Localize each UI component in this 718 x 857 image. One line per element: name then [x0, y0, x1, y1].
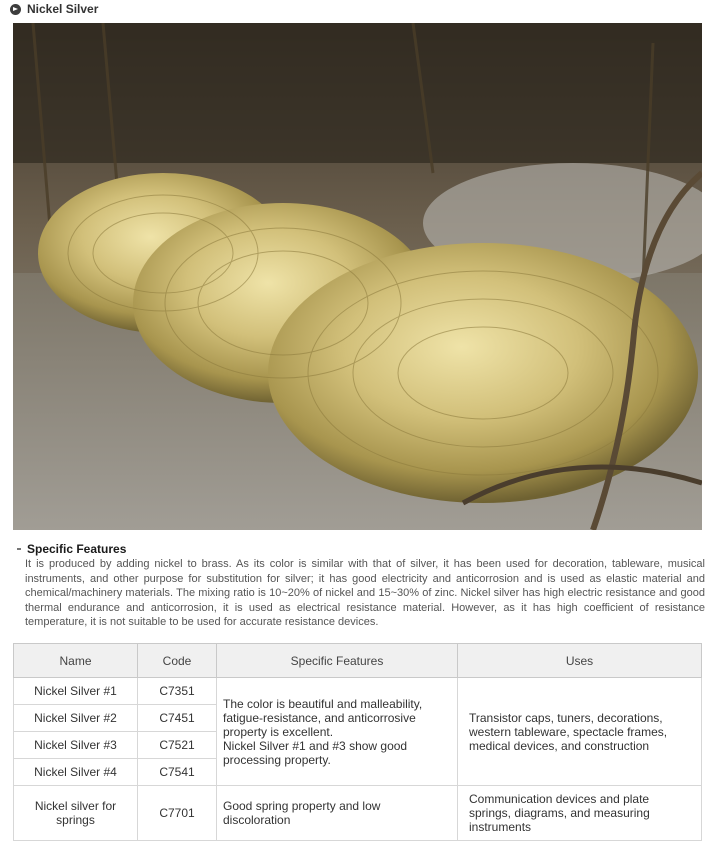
- cell-group-uses: Transistor caps, tuners, decorations, western tableware, spectacle frames, medical devices, and construction: [458, 678, 702, 786]
- cell-name: Nickel Silver #2: [14, 705, 138, 732]
- header-code: Code: [138, 644, 217, 678]
- header-features: Specific Features: [217, 644, 458, 678]
- specific-features-section: [15, 542, 705, 630]
- cell-springs-uses: Communication devices and plate springs, diagrams, and measuring instruments: [458, 786, 702, 841]
- features-description: It is produced by adding nickel to brass. As its color is similar with that of silver, it has been used for decoration, tableware, musical instruments, and other purpose for substitution for silver; it has good electricity and anticorrosion and is used as elastic material and chemical/machinery materials. The mixing ratio is 10~20% of nickel and 15~30% of zinc. Nickel silver has high electric resistance and good thermal endurance and anticorrosion, it is used as electrical resistance material. However, as it has high coefficient of resistance temperature, it is not suitable to be used for accurate resistance devices.: [25, 558, 705, 628]
- cell-name: Nickel Silver #3: [14, 732, 138, 759]
- page-title: Nickel Silver: [27, 2, 99, 16]
- wire-coils-illustration: [13, 23, 702, 530]
- cell-name: Nickel silver for springs: [14, 786, 138, 841]
- product-photo: [13, 23, 702, 530]
- cell-code: C7451: [138, 705, 217, 732]
- features-heading-row: [15, 542, 705, 556]
- table-row: [14, 678, 702, 705]
- cell-springs-features: Good spring property and low discoloration: [217, 786, 458, 841]
- cell-code: C7701: [138, 786, 217, 841]
- group-features-text-2: Nickel Silver #1 and #3 show good processing property.: [223, 738, 408, 767]
- page-header: [10, 0, 98, 18]
- dash-bullet-icon: [17, 548, 21, 550]
- cell-code: C7541: [138, 759, 217, 786]
- header-name: Name: [14, 644, 138, 678]
- table-header-row: [14, 644, 702, 678]
- cell-group-features: [217, 678, 458, 786]
- arrow-circle-icon: [10, 4, 21, 15]
- table-row: [14, 786, 702, 841]
- cell-name: Nickel Silver #4: [14, 759, 138, 786]
- cell-name: Nickel Silver #1: [14, 678, 138, 705]
- header-uses: Uses: [458, 644, 702, 678]
- cell-code: C7351: [138, 678, 217, 705]
- group-features-text: The color is beautiful and malleability, fatigue-resistance, and anticorrosive property is excellent.: [223, 696, 423, 739]
- features-heading: Specific Features: [27, 542, 127, 556]
- specification-table: [13, 643, 702, 841]
- cell-code: C7521: [138, 732, 217, 759]
